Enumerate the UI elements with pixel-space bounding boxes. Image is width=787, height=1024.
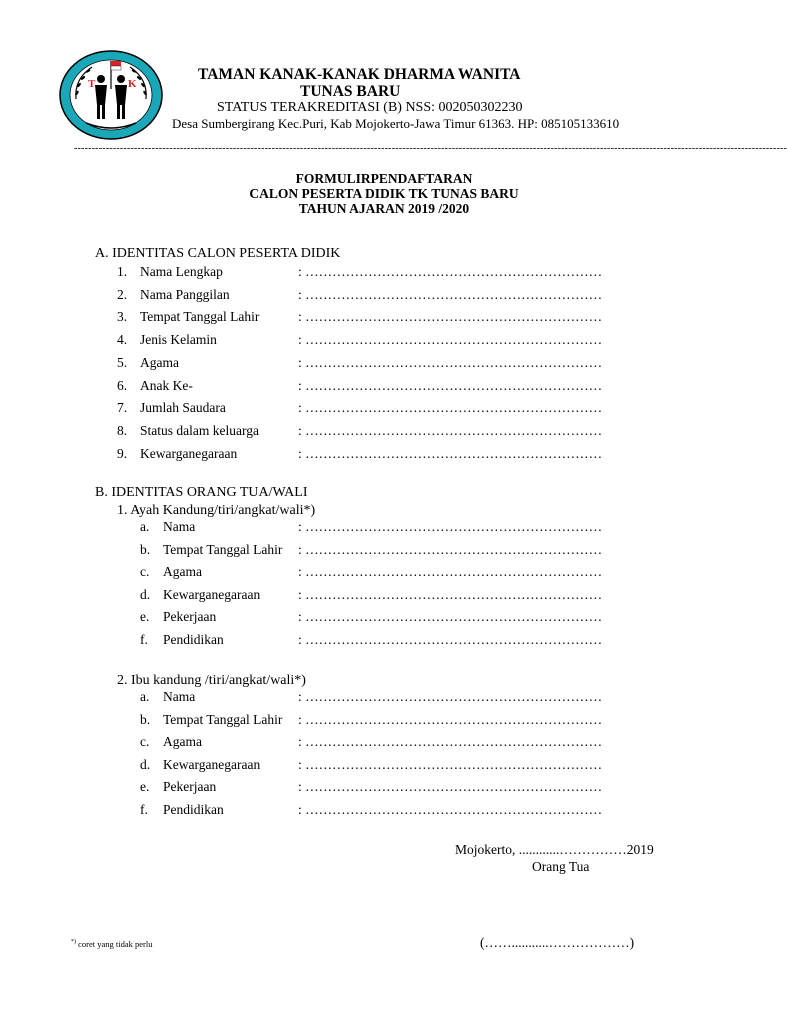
form-row xyxy=(117,446,640,466)
form-row xyxy=(140,734,640,754)
footnote-text: coret yang tidak perlu xyxy=(76,939,153,949)
row-label: Pendidikan xyxy=(163,632,224,647)
father-heading: 1. Ayah Kandung/tiri/angkat/wali*) xyxy=(117,503,316,518)
row-label: Kewarganegaraan xyxy=(140,445,238,461)
row-label: Agama xyxy=(163,564,202,580)
row-label: Tempat Tanggal Lahir xyxy=(163,711,283,727)
fill-in-blank[interactable]: : ………………………………………………………… xyxy=(298,286,603,302)
fill-in-blank[interactable]: : ………………………………………………………… xyxy=(298,689,603,704)
form-row xyxy=(140,632,640,652)
fill-in-blank[interactable]: : ………………………………………………………… xyxy=(298,264,603,279)
row-label: Anak Ke- xyxy=(140,377,193,393)
row-number: 2. xyxy=(117,286,128,302)
row-label: Pekerjaan xyxy=(163,779,217,795)
form-title-line-3: TAHUN AJARAN 2019 /2020 xyxy=(298,201,470,216)
form-row xyxy=(140,542,640,562)
fill-in-blank[interactable]: : ………………………………………………………… xyxy=(298,586,603,602)
form-row xyxy=(140,712,640,732)
row-number: a. xyxy=(140,689,150,704)
row-number: 3. xyxy=(117,309,128,325)
fill-in-blank[interactable]: : ………………………………………………………… xyxy=(298,734,603,750)
form-title-line-2: CALON PESERTA DIDIK TK TUNAS BARU xyxy=(249,186,519,201)
fill-in-blank[interactable]: : ………………………………………………………… xyxy=(298,354,603,370)
form-row xyxy=(117,309,640,329)
school-name: TAMAN KANAK-KANAK DHARMA WANITA xyxy=(198,66,521,83)
mother-heading: 2. Ibu kandung /tiri/angkat/wali*) xyxy=(117,673,306,688)
row-number: a. xyxy=(140,519,150,534)
fill-in-blank[interactable]: : ………………………………………………………… xyxy=(298,422,603,438)
fill-in-blank[interactable]: : ………………………………………………………… xyxy=(298,519,603,534)
school-subname: TUNAS BARU xyxy=(300,83,401,100)
form-row xyxy=(140,757,640,777)
footnote-mark: *) xyxy=(71,939,76,946)
form-row xyxy=(140,609,640,629)
fill-in-blank[interactable]: : ………………………………………………………… xyxy=(298,309,603,325)
row-label: Agama xyxy=(163,734,202,750)
form-row xyxy=(117,400,640,420)
school-address: Desa Sumbergirang Kec.Puri, Kab Mojokerto-Jawa Timur 61363. HP: 085105133610 xyxy=(172,116,620,131)
row-label: Nama xyxy=(163,689,196,704)
footnote xyxy=(71,939,152,949)
row-label: Kewarganegaraan xyxy=(163,586,261,602)
fill-in-blank[interactable]: : ………………………………………………………… xyxy=(298,332,603,348)
row-number: b. xyxy=(140,711,151,727)
row-number: 5. xyxy=(117,354,128,370)
form-row xyxy=(117,423,640,443)
row-number: c. xyxy=(140,734,150,750)
fill-in-blank[interactable]: : ………………………………………………………… xyxy=(298,756,603,772)
signature-name-line: (……...........………………) xyxy=(480,935,635,950)
row-label: Nama Lengkap xyxy=(140,264,223,279)
row-number: d. xyxy=(140,756,151,772)
row-label: Tempat Tanggal Lahir xyxy=(140,309,260,325)
fill-in-blank[interactable]: : ………………………………………………………… xyxy=(298,564,603,580)
logo-letter-t: T xyxy=(88,78,96,90)
row-label: Jumlah Saudara xyxy=(140,400,226,416)
row-number: f. xyxy=(140,802,148,817)
row-number: d. xyxy=(140,586,151,602)
section-a-title: A. IDENTITAS CALON PESERTA DIDIK xyxy=(95,246,341,261)
signature-place-date: Mojokerto, ............……………2019 xyxy=(455,842,654,857)
row-number: c. xyxy=(140,564,150,580)
school-logo xyxy=(58,49,164,141)
form-row xyxy=(117,287,640,307)
row-number: b. xyxy=(140,541,151,557)
row-label: Pekerjaan xyxy=(163,609,217,625)
fill-in-blank[interactable]: : ………………………………………………………… xyxy=(298,802,603,817)
fill-in-blank[interactable]: : ………………………………………………………… xyxy=(298,541,603,557)
row-number: 4. xyxy=(117,332,128,348)
row-number: 8. xyxy=(117,422,128,438)
form-row xyxy=(140,802,640,822)
row-label: Jenis Kelamin xyxy=(140,332,217,348)
row-label: Kewarganegaraan xyxy=(163,756,261,772)
row-label: Status dalam keluarga xyxy=(140,422,259,438)
signature-role: Orang Tua xyxy=(532,859,590,874)
row-number: e. xyxy=(140,609,150,625)
row-number: 6. xyxy=(117,377,128,393)
fill-in-blank[interactable]: : ………………………………………………………… xyxy=(298,377,603,393)
header-divider: ---------------------------------------------------------------------------------------------------------------------------------------------------------------------------------------------------------- xyxy=(74,143,787,154)
row-label: Nama xyxy=(163,519,196,534)
row-label: Tempat Tanggal Lahir xyxy=(163,541,283,557)
section-b-title: B. IDENTITAS ORANG TUA/WALI xyxy=(95,485,308,500)
form-row xyxy=(140,779,640,799)
fill-in-blank[interactable]: : ………………………………………………………… xyxy=(298,711,603,727)
fill-in-blank[interactable]: : ………………………………………………………… xyxy=(298,400,603,416)
row-number: 1. xyxy=(117,264,128,279)
fill-in-blank[interactable]: : ………………………………………………………… xyxy=(298,632,603,647)
accreditation-status: STATUS TERAKREDITASI (B) NSS: 002050302230 xyxy=(217,100,523,115)
fill-in-blank[interactable]: : ………………………………………………………… xyxy=(298,445,603,461)
form-row xyxy=(117,264,640,284)
fill-in-blank[interactable]: : ………………………………………………………… xyxy=(298,609,603,625)
row-label: Pendidikan xyxy=(163,802,224,817)
form-row xyxy=(140,564,640,584)
row-number: 9. xyxy=(117,445,128,461)
row-number: f. xyxy=(140,632,148,647)
fill-in-blank[interactable]: : ………………………………………………………… xyxy=(298,779,603,795)
form-row xyxy=(117,332,640,352)
form-row xyxy=(140,587,640,607)
form-row xyxy=(140,519,640,539)
form-row xyxy=(117,355,640,375)
logo-letter-k: K xyxy=(128,78,137,90)
form-row xyxy=(117,378,640,398)
form-title-line-1: FORMULIRPENDAFTARAN xyxy=(295,171,473,186)
row-label: Agama xyxy=(140,354,179,370)
row-label: Nama Panggilan xyxy=(140,286,230,302)
row-number: e. xyxy=(140,779,150,795)
row-number: 7. xyxy=(117,400,128,416)
form-row xyxy=(140,689,640,709)
